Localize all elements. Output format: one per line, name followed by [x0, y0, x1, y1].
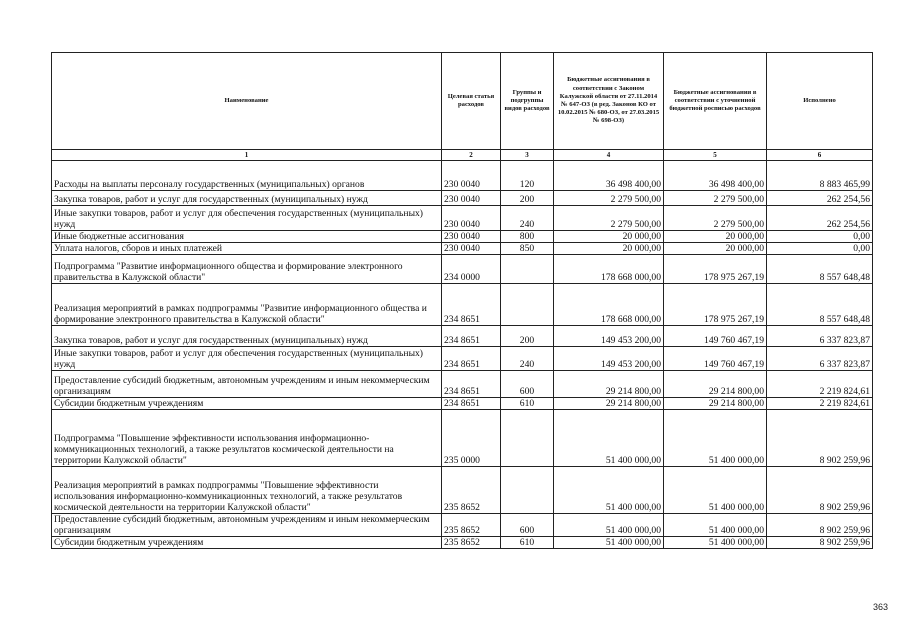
table-row [52, 347, 873, 371]
row-code-cell: 230 0040 [442, 161, 501, 191]
row-refined-amount-cell: 149 760 467,19 [664, 326, 767, 347]
row-refined-amount-cell: 51 400 000,00 [664, 514, 767, 537]
row-refined-amount-cell: 20 000,00 [664, 243, 767, 255]
table-row [52, 161, 873, 191]
col-header-refined: Бюджетные ассигнования в соответствии с уточненной бюджетной росписью расходов [664, 53, 767, 150]
row-name-cell: Уплата налогов, сборов и иных платежей [52, 243, 442, 255]
row-executed-amount-cell: 8 902 259,96 [767, 467, 873, 514]
row-code-cell: 234 8651 [442, 398, 501, 410]
row-law-amount-cell: 51 400 000,00 [554, 537, 664, 549]
row-group-cell [501, 255, 554, 284]
row-code-cell: 235 0000 [442, 410, 501, 467]
row-name-cell: Реализация мероприятий в рамках подпрограммы "Развитие информационного общества и формирование электронного правительства в Калужской области" [52, 284, 442, 326]
row-code-cell: 234 0000 [442, 255, 501, 284]
table-row [52, 410, 873, 467]
row-name-cell: Предоставление субсидий бюджетным, автономным учреждениям и иным некоммерческим организациям [52, 371, 442, 398]
col-header-code: Целевая статья расходов [442, 53, 501, 150]
row-name-cell: Расходы на выплаты персоналу государственных (муниципальных) органов [52, 161, 442, 191]
row-executed-amount-cell: 2 219 824,61 [767, 371, 873, 398]
row-law-amount-cell: 178 668 000,00 [554, 255, 664, 284]
table-row [52, 255, 873, 284]
row-group-cell: 600 [501, 514, 554, 537]
row-executed-amount-cell: 2 219 824,61 [767, 398, 873, 410]
col-header-group: Группы и подгруппы видов расходов [501, 53, 554, 150]
row-executed-amount-cell: 6 337 823,87 [767, 347, 873, 371]
row-refined-amount-cell: 20 000,00 [664, 231, 767, 243]
column-number: 3 [501, 150, 554, 161]
row-group-cell: 120 [501, 161, 554, 191]
column-number-row [52, 150, 873, 161]
table-row [52, 206, 873, 231]
row-group-cell [501, 284, 554, 326]
row-code-cell: 230 0040 [442, 206, 501, 231]
row-executed-amount-cell: 8 883 465,99 [767, 161, 873, 191]
row-refined-amount-cell: 2 279 500,00 [664, 206, 767, 231]
row-executed-amount-cell: 6 337 823,87 [767, 326, 873, 347]
row-executed-amount-cell: 8 557 648,48 [767, 284, 873, 326]
table-row [52, 326, 873, 347]
row-refined-amount-cell: 51 400 000,00 [664, 410, 767, 467]
column-number: 1 [52, 150, 442, 161]
row-group-cell: 600 [501, 371, 554, 398]
row-group-cell: 850 [501, 243, 554, 255]
page-number: 363 [872, 602, 888, 612]
row-name-cell: Подпрограмма "Развитие информационного общества и формирование электронного правительства в Калужской области" [52, 255, 442, 284]
row-name-cell: Иные бюджетные ассигнования [52, 231, 442, 243]
table-row [52, 243, 873, 255]
column-number: 2 [442, 150, 501, 161]
row-group-cell: 240 [501, 206, 554, 231]
row-refined-amount-cell: 2 279 500,00 [664, 191, 767, 206]
table-row [52, 514, 873, 537]
row-name-cell: Закупка товаров, работ и услуг для государственных (муниципальных) нужд [52, 191, 442, 206]
table-row [52, 191, 873, 206]
row-law-amount-cell: 29 214 800,00 [554, 371, 664, 398]
row-code-cell: 234 8651 [442, 347, 501, 371]
row-refined-amount-cell: 149 760 467,19 [664, 347, 767, 371]
row-law-amount-cell: 29 214 800,00 [554, 398, 664, 410]
row-name-cell: Реализация мероприятий в рамках подпрограммы "Повышение эффективности использования информационно-коммуникационных технологий, а также результатов космической деятельности на территории Калужской области" [52, 467, 442, 514]
row-group-cell: 800 [501, 231, 554, 243]
row-law-amount-cell: 149 453 200,00 [554, 347, 664, 371]
column-number: 6 [767, 150, 873, 161]
row-refined-amount-cell: 29 214 800,00 [664, 371, 767, 398]
row-name-cell: Иные закупки товаров, работ и услуг для обеспечения государственных (муниципальных) нужд [52, 206, 442, 231]
table-row [52, 231, 873, 243]
row-group-cell [501, 410, 554, 467]
table-row [52, 467, 873, 514]
row-executed-amount-cell: 8 902 259,96 [767, 410, 873, 467]
row-refined-amount-cell: 178 975 267,19 [664, 255, 767, 284]
row-group-cell: 610 [501, 398, 554, 410]
row-refined-amount-cell: 178 975 267,19 [664, 284, 767, 326]
row-law-amount-cell: 2 279 500,00 [554, 191, 664, 206]
row-refined-amount-cell: 36 498 400,00 [664, 161, 767, 191]
row-law-amount-cell: 36 498 400,00 [554, 161, 664, 191]
row-law-amount-cell: 149 453 200,00 [554, 326, 664, 347]
row-law-amount-cell: 51 400 000,00 [554, 410, 664, 467]
row-group-cell: 610 [501, 537, 554, 549]
col-header-law: Бюджетные ассигнования в соответствии с Законом Калужской области от 27.11.2014 № 647-ОЗ (в ред. Законов КО от 10.02.2015 № 680-ОЗ, от 27.03.2015 № 698-ОЗ) [554, 53, 664, 150]
column-number: 5 [664, 150, 767, 161]
row-group-cell: 200 [501, 191, 554, 206]
row-executed-amount-cell: 0,00 [767, 243, 873, 255]
row-law-amount-cell: 20 000,00 [554, 243, 664, 255]
row-executed-amount-cell: 0,00 [767, 231, 873, 243]
row-group-cell: 240 [501, 347, 554, 371]
table-row [52, 398, 873, 410]
row-executed-amount-cell: 8 902 259,96 [767, 514, 873, 537]
row-law-amount-cell: 20 000,00 [554, 231, 664, 243]
row-executed-amount-cell: 8 902 259,96 [767, 537, 873, 549]
table-body [52, 161, 873, 549]
row-executed-amount-cell: 262 254,56 [767, 206, 873, 231]
row-code-cell: 230 0040 [442, 191, 501, 206]
col-header-executed: Исполнено [767, 53, 873, 150]
row-refined-amount-cell: 51 400 000,00 [664, 467, 767, 514]
row-executed-amount-cell: 8 557 648,48 [767, 255, 873, 284]
row-law-amount-cell: 51 400 000,00 [554, 467, 664, 514]
row-name-cell: Подпрограмма "Повышение эффективности использования информационно-коммуникационных технологий, а также результатов космической деятельности на территории Калужской области" [52, 410, 442, 467]
header-row [52, 53, 873, 150]
row-code-cell: 235 8652 [442, 537, 501, 549]
table-row [52, 537, 873, 549]
table-row [52, 371, 873, 398]
row-law-amount-cell: 51 400 000,00 [554, 514, 664, 537]
column-number: 4 [554, 150, 664, 161]
row-code-cell: 230 0040 [442, 243, 501, 255]
row-group-cell [501, 467, 554, 514]
row-law-amount-cell: 178 668 000,00 [554, 284, 664, 326]
table-row [52, 284, 873, 326]
row-code-cell: 230 0040 [442, 231, 501, 243]
row-group-cell: 200 [501, 326, 554, 347]
row-code-cell: 234 8651 [442, 284, 501, 326]
row-name-cell: Закупка товаров, работ и услуг для государственных (муниципальных) нужд [52, 326, 442, 347]
row-law-amount-cell: 2 279 500,00 [554, 206, 664, 231]
row-code-cell: 235 8652 [442, 514, 501, 537]
col-header-name: Наименование [52, 53, 442, 150]
row-refined-amount-cell: 29 214 800,00 [664, 398, 767, 410]
row-name-cell: Предоставление субсидий бюджетным, автономным учреждениям и иным некоммерческим организациям [52, 514, 442, 537]
row-name-cell: Иные закупки товаров, работ и услуг для обеспечения государственных (муниципальных) нужд [52, 347, 442, 371]
row-code-cell: 234 8651 [442, 371, 501, 398]
budget-table [51, 52, 873, 549]
row-code-cell: 235 8652 [442, 467, 501, 514]
row-name-cell: Субсидии бюджетным учреждениям [52, 537, 442, 549]
row-executed-amount-cell: 262 254,56 [767, 191, 873, 206]
row-refined-amount-cell: 51 400 000,00 [664, 537, 767, 549]
row-name-cell: Субсидии бюджетным учреждениям [52, 398, 442, 410]
row-code-cell: 234 8651 [442, 326, 501, 347]
